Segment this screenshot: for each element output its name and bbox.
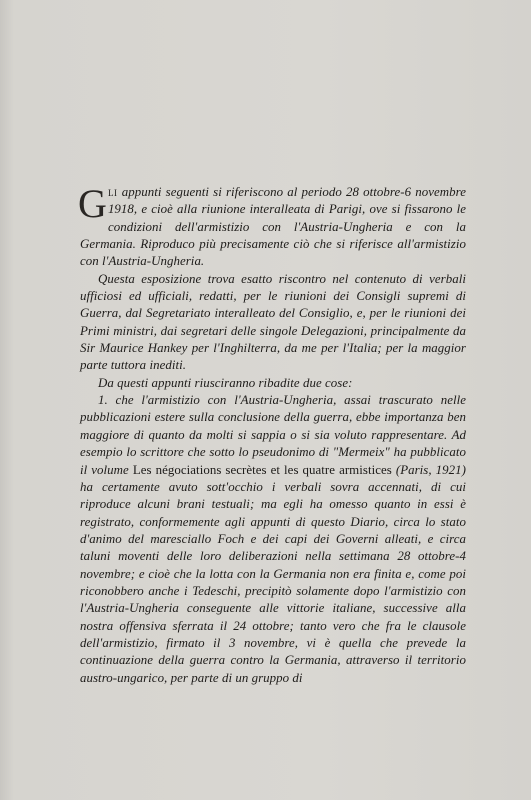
paragraph-text: 1. che l'armistizio con l'Austria-Ungheria, assai trascurato nelle pubblicazioni estere sulla conclusione della guerra, ebbe importanza ben maggiore di quanto da molti si sappia o si sia voluto rappresentare. Ad esempio lo scrittore che sotto lo pseudonimo di "Mermeix" ha pubblicato il volume	[80, 393, 466, 477]
page-text	[78, 181, 466, 687]
paragraph-intro	[78, 181, 466, 271]
paragraph-points-intro: Da questi appunti riusciranno ribadite due cose:	[98, 375, 353, 390]
drop-cap: G	[78, 181, 107, 226]
paragraph-text: appunti seguenti si riferiscono al periodo 28 ottobre-6 novembre 1918, e cioè alla riunione interalleata di Parigi, ove si fissarono le condizioni dell'armistizio con l'Austria-Ungheria e con la Germania. Riproduco più precisamente ciò che si riferisce all'armistizio con l'Austria-Ungheria.	[80, 185, 466, 269]
book-title: Les négociations secrètes et les quatre armistices	[132, 462, 392, 477]
paragraph-point-one	[80, 392, 466, 687]
paragraph-sources: Questa esposizione trova esatto riscontro nel contenuto di verbali ufficiosi ed ufficiali, redatti, per le riunioni dei Consigli supremi di Guerra, dal Segretariato interalleato del Consiglio, e, per le riunioni dei Primi ministri, dai segretari delle singole Delegazioni, principalmente da Sir Maurice Hankey per l'Inghilterra, da me per l'Italia; per la maggior parte tuttora inediti.	[80, 271, 466, 373]
small-caps-lead: li	[107, 185, 118, 199]
paragraph-text: (Paris, 1921) ha certamente avuto sott'occhio i verbali sovra accennati, di cui riproduce alcuni brani testuali; ma egli ha omesso quanto in essi è registrato, conformemente agli appunti di questo Diario, circa lo stato d'animo del maresciallo Foch e dei capi dei Governi alleati, e circa taluni moventi delle loro deliberazioni nella settimana 28 ottobre-4 novembre; e cioè che la lotta con la Germania non era finita e, come poi riconobbero anche i Tedeschi, precipitò solamente dopo l'armistizio con l'Austria-Ungheria conseguente alle vittorie italiane, successive alla nostra offensiva sferrata il 24 ottobre; tanto vero che fra le clausole dell'armistizio, firmato il 3 novembre, vi è quella che prevede la continuazione della guerra contro la Germania, attraverso il territorio austro-ungarico, per parte di un gruppo di	[80, 462, 466, 685]
